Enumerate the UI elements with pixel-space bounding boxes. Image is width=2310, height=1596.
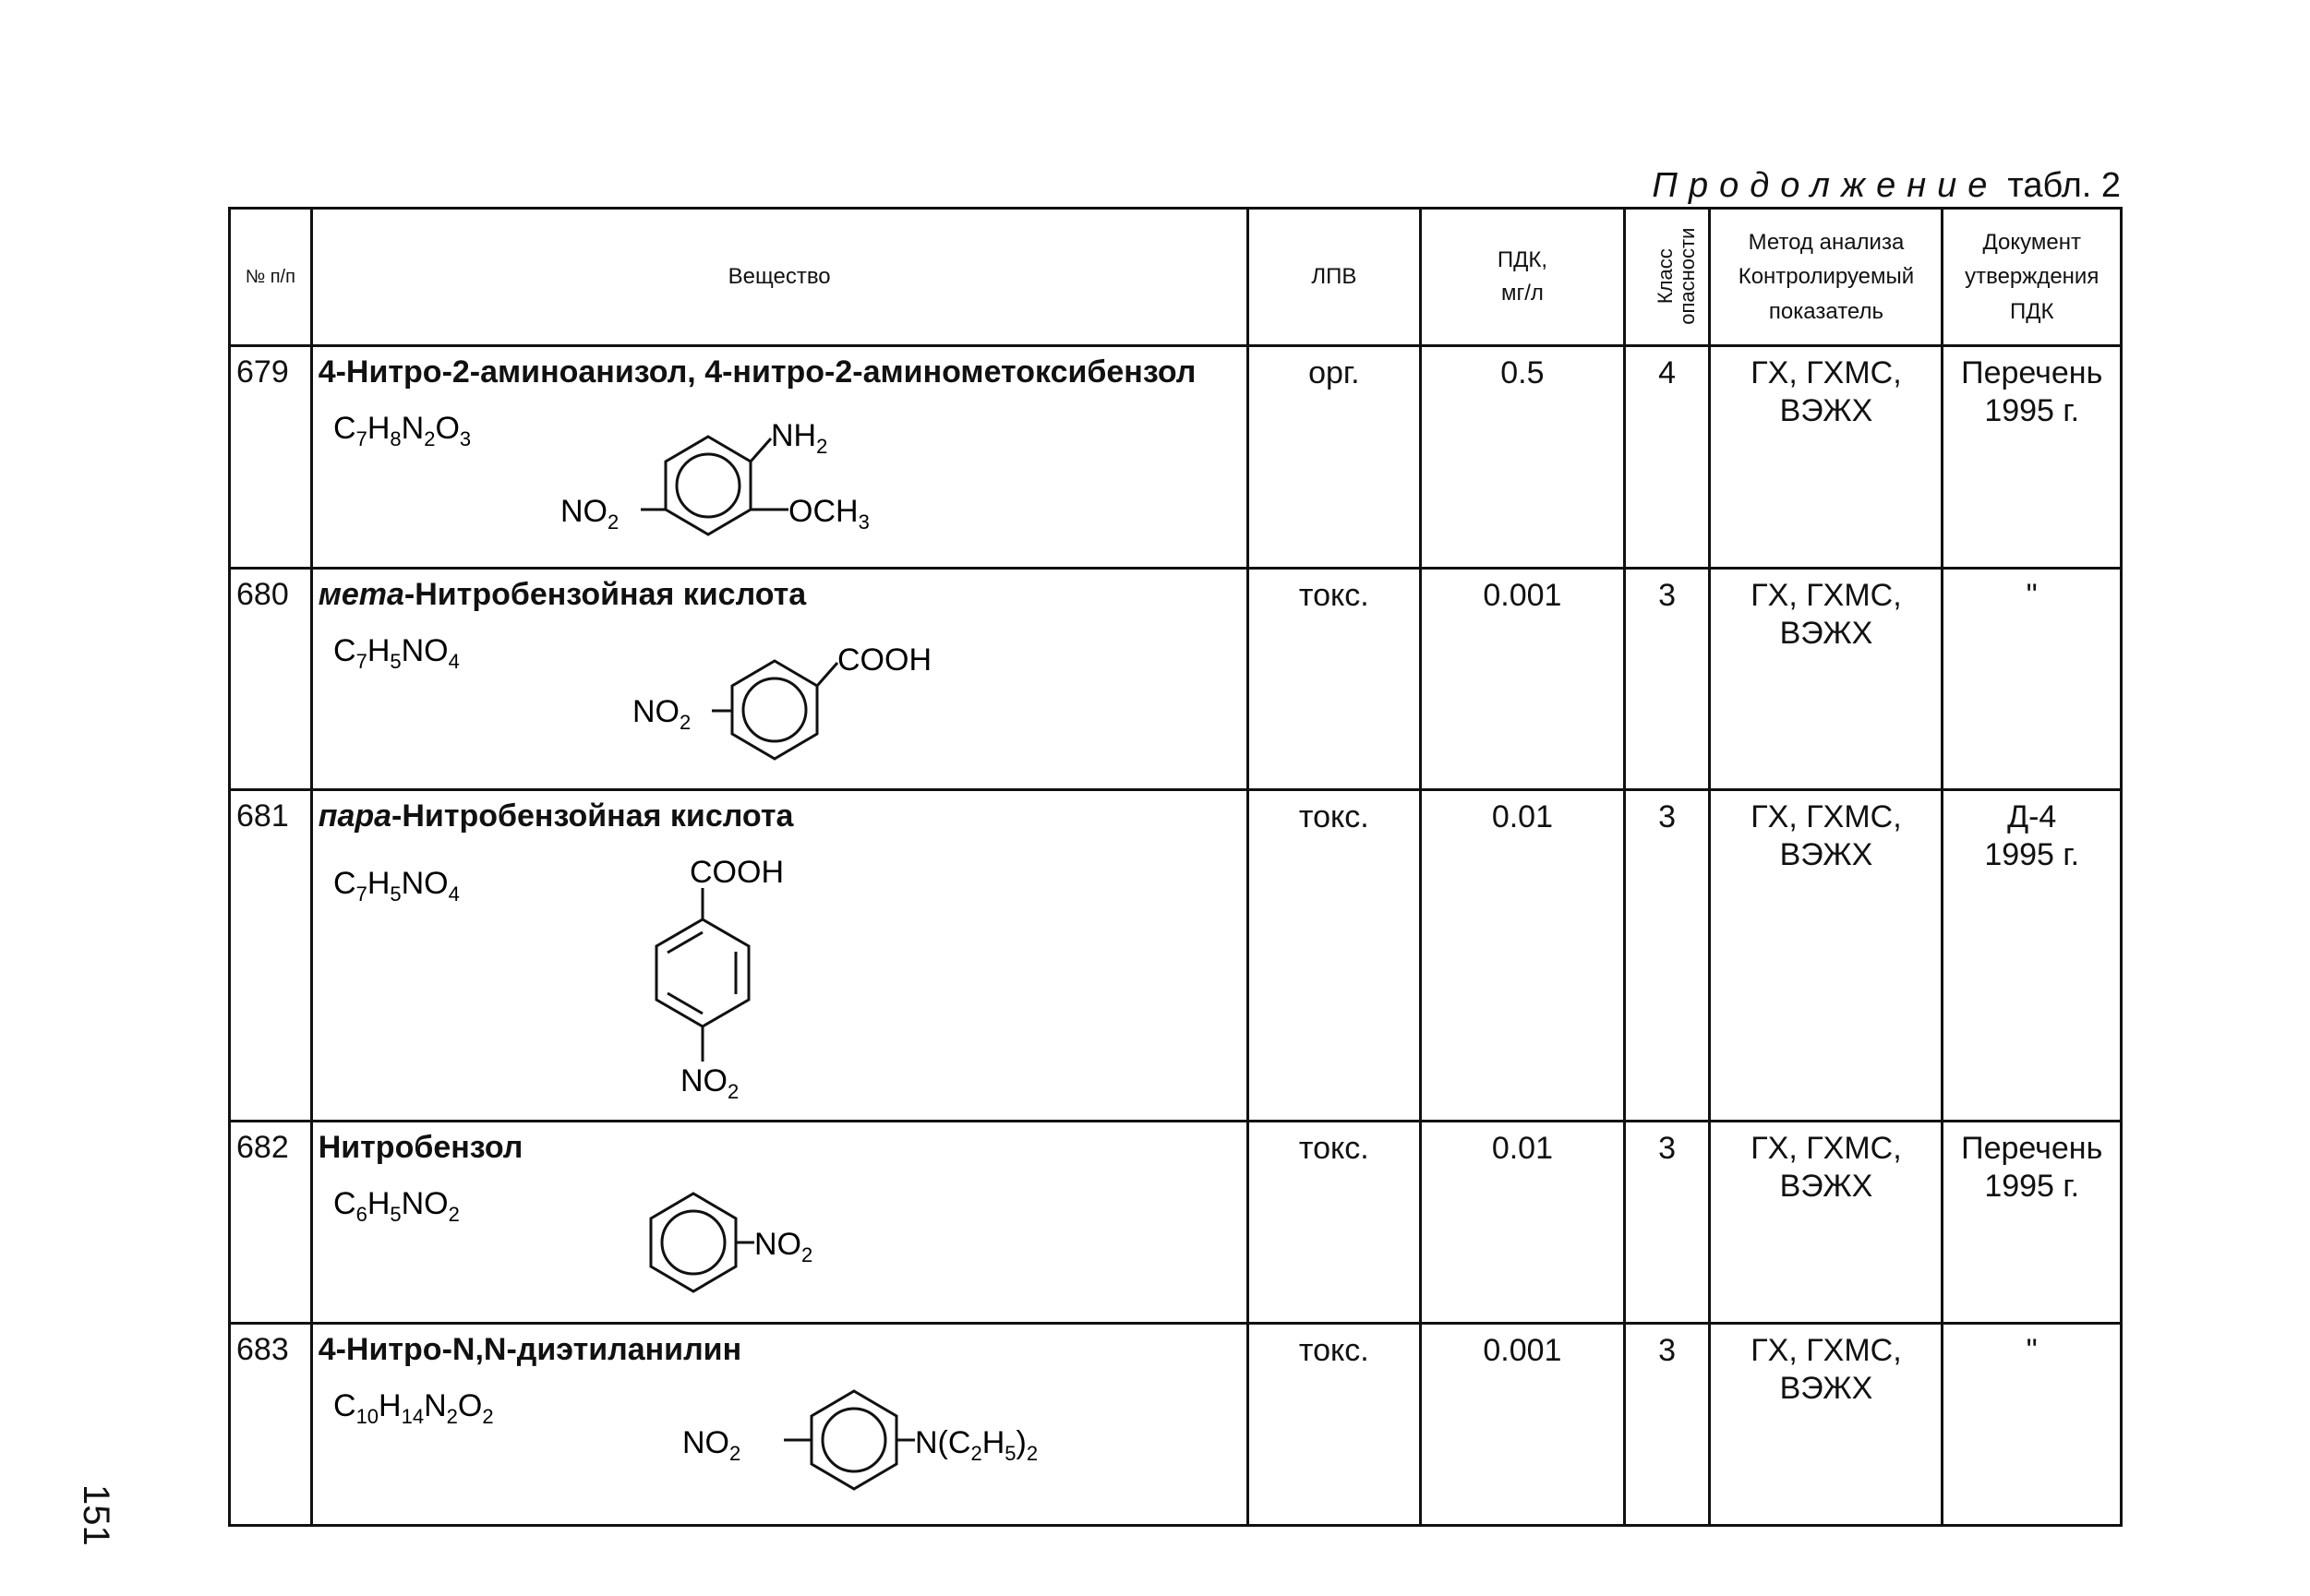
caption-continuation: Продолжение [1652,166,1999,205]
method-text: ГХ, ГХМС, ВЭЖХ [1751,799,1902,872]
header-hazard-class [1624,209,1710,346]
benzene-ring [732,661,817,759]
row-class [1624,1324,1710,1526]
chemical-structure-svg [313,1166,1236,1314]
pdk-text: 0.01 [1491,1131,1553,1166]
no2-label: $NO_2$ [681,1425,740,1465]
table-row [230,569,2122,790]
pdk-text: 0.001 [1483,1333,1562,1368]
class-text: 3 [1658,1131,1677,1166]
diethylamino-label: $N(C_2H_5)_2$ [914,1425,1038,1465]
row-substance [311,1324,1247,1526]
row-document [1943,569,2122,790]
row-no-text: 680 [236,577,289,612]
chemical-structure-svg [313,390,1236,557]
table-row [230,1324,2122,1526]
lpv-text: токс. [1298,1131,1369,1166]
row-method [1710,569,1943,790]
method-text: ГХ, ГХМС, ВЭЖХ [1751,1131,1902,1204]
row-method [1710,1122,1943,1324]
row-pdk [1421,346,1625,569]
row-substance [311,346,1247,569]
header-lpv: ЛПВ [1247,209,1420,346]
pdk-text: 0.5 [1500,355,1545,390]
substance-name [313,791,1246,834]
formula-683: $C_{10}H_{14}N_2O_2$ [332,1388,494,1428]
row-class [1624,790,1710,1122]
header-hazard-text [1654,225,1699,327]
aromatic-circle [743,678,806,741]
row-no-text: 683 [236,1332,289,1367]
lpv-text: токс. [1298,1333,1369,1368]
table-row [230,346,2122,569]
row-no [230,569,312,790]
aromatic-circle [662,1211,725,1274]
header-no: № п/п [230,209,312,346]
row-no [230,1324,312,1526]
no2-label: $NO_2$ [632,694,691,734]
row-lpv [1247,346,1420,569]
row-class [1624,1122,1710,1324]
row-document [1943,346,2122,569]
class-text: 3 [1658,1333,1677,1368]
formula-679: $C_7H_8N_2O_3$ [332,411,471,450]
row-no [230,346,312,569]
row-lpv [1247,1324,1420,1526]
class-text: 3 [1658,578,1677,613]
header-hazard-label: Класс опасности [1653,227,1699,325]
substance-name [313,570,1246,613]
structure-679 [313,390,1246,565]
table-row [230,790,2122,1122]
nh2-label: $NH_2$ [770,418,828,458]
row-class [1624,569,1710,790]
pdk-text: 0.01 [1491,799,1553,834]
document-text: " [2026,1333,2038,1368]
chemical-structure-svg [313,1368,1236,1516]
row-pdk [1421,1324,1625,1526]
row-substance [311,790,1247,1122]
row-pdk [1421,790,1625,1122]
row-no-text: 682 [236,1130,289,1165]
substance-prefix: мета [318,577,404,612]
row-no-text: 679 [236,354,289,390]
page-number: 151 [76,1484,116,1546]
no2-label: $NO_2$ [680,1063,739,1103]
formula-682: $C_6H_5NO_2$ [332,1186,460,1226]
header-row [230,209,2122,346]
lpv-text: токс. [1298,578,1369,613]
structure-680 [313,613,1246,787]
formula-680: $C_7H_5NO_4$ [332,633,460,673]
row-class [1624,346,1710,569]
structure-681 [313,834,1246,1120]
row-lpv [1247,569,1420,790]
cooh-label: COOH [689,855,784,890]
benzene-ring [812,1391,896,1489]
substances-table [228,207,2123,1527]
header-pdk [1421,209,1625,346]
table-caption [1652,166,2121,206]
benzene-ring [666,437,751,534]
substance-prefix: пара [318,798,392,834]
class-text: 3 [1658,799,1677,834]
structure-682 [313,1166,1246,1322]
row-substance [311,569,1247,790]
row-lpv [1247,1122,1420,1324]
method-text: ГХ, ГХМС, ВЭЖХ [1751,1333,1902,1406]
lpv-text: токс. [1298,799,1369,834]
row-method [1710,346,1943,569]
row-pdk [1421,569,1625,790]
formula-681: $C_7H_5NO_4$ [332,866,460,906]
header-method [1710,209,1943,346]
no2-label: $NO_2$ [559,494,619,534]
row-document [1943,1324,2122,1526]
row-method [1710,790,1943,1122]
row-substance [311,1122,1247,1324]
document-text: Д-4 1995 г. [1984,799,2080,872]
benzene-ring [651,1194,736,1291]
pdk-text: 0.001 [1483,578,1562,613]
row-document [1943,1122,2122,1324]
row-lpv [1247,790,1420,1122]
method-text: ГХ, ГХМС, ВЭЖХ [1751,578,1902,651]
header-method-text: Метод анализа Контролируемый показатель [1738,230,1915,324]
lpv-text: орг. [1308,355,1360,390]
chemical-structure-svg [313,613,1236,779]
header-document-text: Документ утверждения ПДК [1965,230,2099,324]
caption-table-ref: табл. 2 [2007,166,2121,205]
substance-name-rest: -Нитробензойная кислота [403,577,807,612]
header-pdk-text: ПДК, мг/л [1497,247,1547,306]
header-substance: Вещество [311,209,1247,346]
document-text: " [2026,578,2038,613]
substance-name: 4-Нитро-2-аминоанизол, 4-нитро-2-аминометоксибензол [318,354,1197,390]
substance-name: Нитробензол [318,1130,523,1165]
row-no [230,790,312,1122]
row-method [1710,1324,1943,1526]
header-document [1943,209,2122,346]
method-text: ГХ, ГХМС, ВЭЖХ [1751,355,1902,428]
row-no-text: 681 [236,798,289,834]
och3-label: $OCH_3$ [788,494,870,534]
table-row [230,1122,2122,1324]
row-pdk [1421,1122,1625,1324]
no2-label: $NO_2$ [753,1227,812,1266]
row-document [1943,790,2122,1122]
class-text: 4 [1658,355,1677,390]
aromatic-circle [823,1409,885,1471]
document-text: Перечень 1995 г. [1961,1131,2103,1204]
substance-name-rest: -Нитробензойная кислота [391,798,794,834]
aromatic-circle [677,454,740,517]
substance-name: 4-Нитро-N,N-диэтиланилин [318,1332,742,1367]
structure-683 [313,1368,1246,1524]
document-text: Перечень 1995 г. [1961,355,2103,428]
row-no [230,1122,312,1324]
chemical-structure-svg [313,834,1236,1111]
cooh-label: COOH [836,642,932,678]
